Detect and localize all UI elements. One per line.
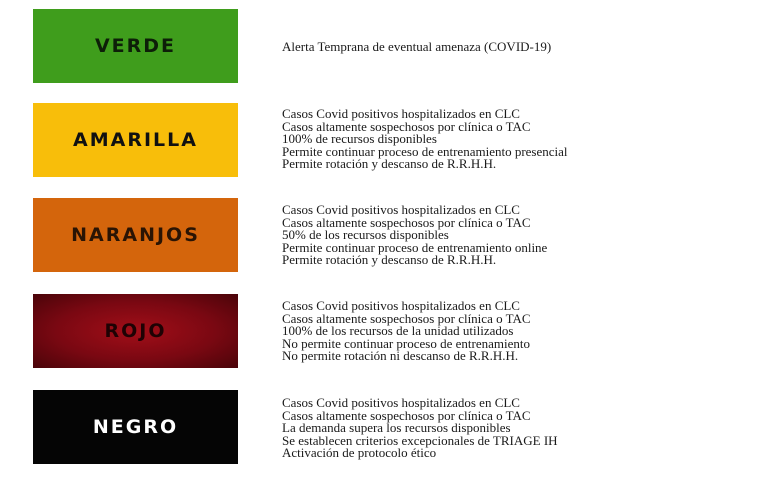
- description-line: 100% de los recursos de la unidad utilizados: [282, 323, 514, 339]
- description-line: Casos Covid positivos hospitalizados en CLC: [282, 202, 520, 217]
- description-line: 100% de recursos disponibles: [282, 131, 437, 147]
- alert-level-label: VERDE: [94, 35, 177, 57]
- description-line: Casos altamente sospechosos por clínica o TAC: [282, 310, 531, 326]
- description-line: Casos altamente sospechosos por clínica o TAC: [282, 407, 531, 423]
- description-line: Casos Covid positivos hospitalizados en CLC: [282, 395, 520, 410]
- alert-level-verde-description: [282, 41, 551, 54]
- alert-level-label: ROJO: [104, 320, 167, 342]
- description-line: Alerta Temprana de eventual amenaza (COVID-19): [282, 39, 552, 54]
- description-line: No permite continuar proceso de entrenamiento: [282, 335, 530, 351]
- alert-level-negro-badge: [33, 390, 238, 464]
- description-line: No permite rotación ni descanso de R.R.H.H.: [282, 348, 519, 364]
- alert-level-label: NEGRO: [92, 416, 179, 438]
- description-line: 50% de los recursos disponibles: [282, 227, 449, 243]
- description-line: Se establecen criterios excepcionales de TRIAGE IH: [282, 432, 558, 448]
- alert-level-naranjos-description: [282, 204, 547, 267]
- description-line: Permite rotación y descanso de R.R.H.H.: [282, 156, 497, 172]
- description-line: Activación de protocolo ético: [282, 445, 437, 461]
- description-line: Casos Covid positivos hospitalizados en CLC: [282, 106, 520, 121]
- alert-level-verde-badge: [33, 9, 238, 83]
- description-line: Permite continuar proceso de entrenamiento presencial: [282, 143, 568, 159]
- alert-level-label: NARANJOS: [71, 224, 200, 246]
- description-line: La demanda supera los recursos disponibles: [282, 420, 511, 436]
- description-line: Permite rotación y descanso de R.R.H.H.: [282, 252, 497, 268]
- alert-level-amarilla-description: [282, 108, 568, 171]
- alert-level-negro-description: [282, 397, 558, 460]
- alert-level-naranjos-badge: [33, 198, 238, 272]
- alert-level-amarilla-badge: [33, 103, 238, 177]
- description-line: Casos Covid positivos hospitalizados en CLC: [282, 298, 520, 313]
- alert-level-rojo-description: [282, 300, 531, 363]
- description-line: Permite continuar proceso de entrenamiento online: [282, 239, 548, 255]
- alert-level-label: AMARILLA: [73, 129, 198, 151]
- description-line: Casos altamente sospechosos por clínica o TAC: [282, 214, 531, 230]
- alert-level-rojo-badge: [33, 294, 238, 368]
- description-line: Casos altamente sospechosos por clínica o TAC: [282, 118, 531, 134]
